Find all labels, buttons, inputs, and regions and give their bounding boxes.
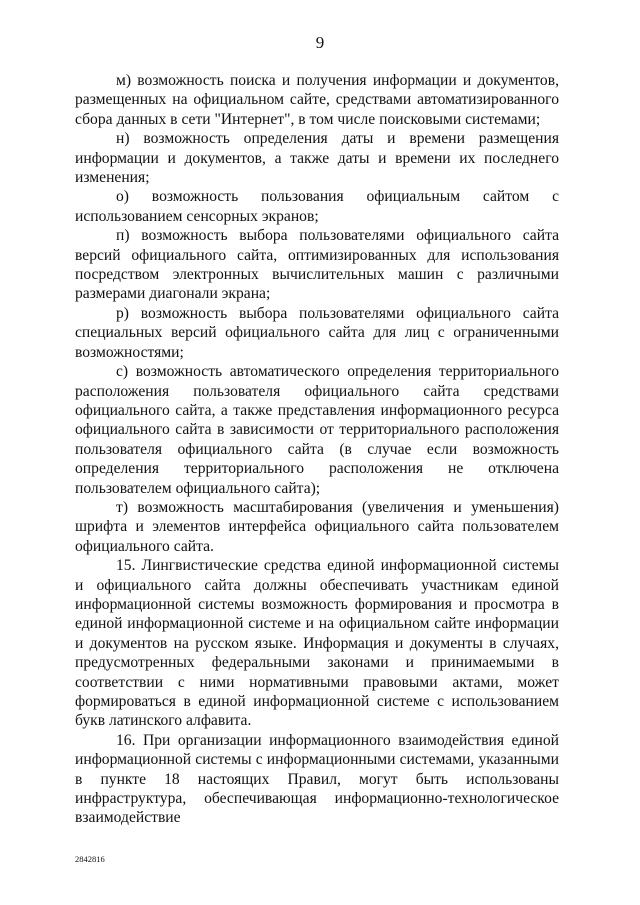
paragraph-m: м) возможность поиска и получения информации и документов, размещенных на официальном сайте, средствами автоматизированного сбора данных в сети "Интернет", в том числе поисковыми системами;: [75, 72, 559, 128]
document-body: [75, 71, 559, 828]
paragraph-16: 16. При организации информационного взаимодействия единой информационной системы с информационными системами, указанными в пункте 18 настоящих Правил, могут быть использованы инфраструктура, обеспечивающая информационно-технологическое взаимодействие: [75, 731, 559, 827]
paragraph-o: о) возможность пользования официальным сайтом с использованием сенсорных экранов;: [75, 188, 559, 225]
paragraph-p: п) возможность выбора пользователями официального сайта версий официального сайта, оптимизированных для использования посредством электронных вычислительных машин с различными размерами диагонали экрана;: [75, 227, 559, 303]
paragraph-n: н) возможность определения даты и времени размещения информации и документов, а также даты и времени их последнего изменения;: [75, 130, 559, 187]
paragraph-s: с) возможность автоматического определения территориального расположения пользователя официального сайта средствами официального сайта, а также представления информационного ресурса официального сайта в зависимости от территориального расположения пользователя официального сайта (в случае если возможность определения территориального расположения не отключена пользователем официального сайта);: [75, 363, 559, 497]
paragraph-t: т) возможность масштабирования (увеличения и уменьшения) шрифта и элементов интерфейса официального сайта пользователем официального сайта.: [75, 498, 559, 555]
document-code: 2842816: [75, 854, 105, 864]
paragraph-15: 15. Лингвистические средства единой информационной системы и официального сайта должны обеспечивать участникам единой информационной системы возможность формирования и просмотра в единой информационной системе и на официальном сайте информации и документов на русском языке. Информация и документы в случаях, предусмотренных федеральными законами и принимаемыми в соответствии с ними нормативными правовыми актами, может формироваться в единой информационной системе с использованием букв латинского алфавита.: [75, 557, 559, 730]
paragraph-r: р) возможность выбора пользователями официального сайта специальных версий официального сайта для лиц с ограниченными возможностями;: [75, 304, 559, 361]
page-number: 9: [315, 33, 325, 52]
